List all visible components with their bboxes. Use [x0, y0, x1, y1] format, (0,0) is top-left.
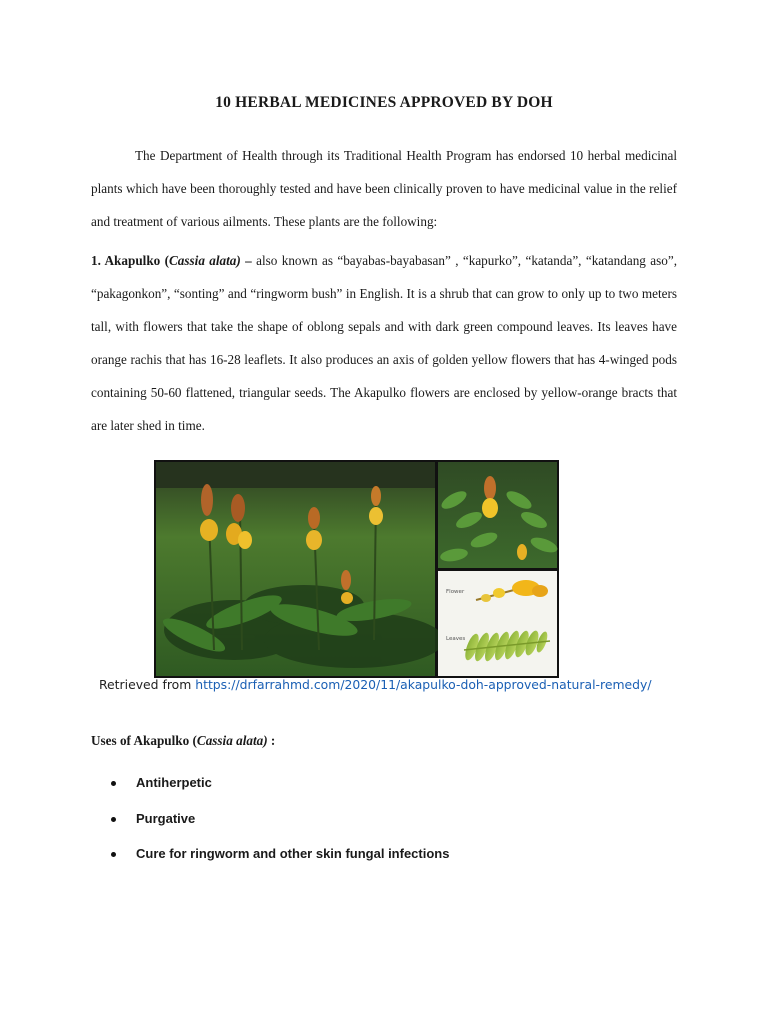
item-dash: –	[240, 253, 252, 268]
list-item	[108, 775, 449, 811]
use-label: Purgative	[136, 810, 196, 826]
intro-paragraph: The Department of Health through its Traditional Health Program has endorsed 10 herbal medicinal plants which have been thoroughly tested and have been clinically proven to have medicinal value in the relief and treatment of various ailments. These plants are the following:	[91, 148, 677, 229]
use-label: Cure for ringworm and other skin fungal infections	[136, 846, 450, 861]
bullet-icon	[111, 781, 116, 786]
item-scientific-name: Cassia alata)	[169, 253, 241, 268]
use-label: Antiherpetic	[136, 775, 212, 790]
akapulko-paragraph	[91, 244, 677, 442]
bullet-icon	[111, 817, 116, 822]
list-item	[108, 846, 449, 882]
list-item	[108, 811, 449, 847]
inset-flower-label: Flower	[446, 589, 465, 595]
uses-heading	[91, 733, 275, 749]
caption-prefix: Retrieved from	[99, 677, 196, 692]
item-description: also known as “bayabas-bayabasan” , “kapurko”, “katanda”, “katandang aso”, “pakagonkon”, “sonting” and “ringworm bush” in English. It is a shrub that can grow to only up to two meters tall, with flowers that take the shape of oblong sepals and with dark green compound leaves. Its leaves have orange rachis that has 16-28 leaflets. It also produces an axis of golden yellow flowers that has 4-winged pods containing 50-60 flattened, triangular seeds. The Akapulko flowers are enclosed by yellow-orange bracts that are later shed in time.	[91, 253, 677, 433]
document-title: 10 HERBAL MEDICINES APPROVED BY DOH	[215, 94, 553, 111]
akapulko-photo-collage	[154, 460, 559, 678]
item-number-name: 1. Akapulko (	[91, 253, 170, 268]
uses-prefix: Uses of Akapulko (	[91, 733, 197, 748]
source-link[interactable]: https://drfarrahmd.com/2020/11/akapulko-doh-approved-natural-remedy/	[195, 677, 652, 692]
bullet-icon	[111, 852, 116, 857]
uses-scientific-name: Cassia alata)	[196, 733, 268, 748]
uses-list	[108, 775, 449, 882]
inset-leaves-label: Leaves	[446, 636, 466, 642]
image-caption	[99, 677, 652, 692]
uses-suffix: :	[267, 733, 276, 748]
